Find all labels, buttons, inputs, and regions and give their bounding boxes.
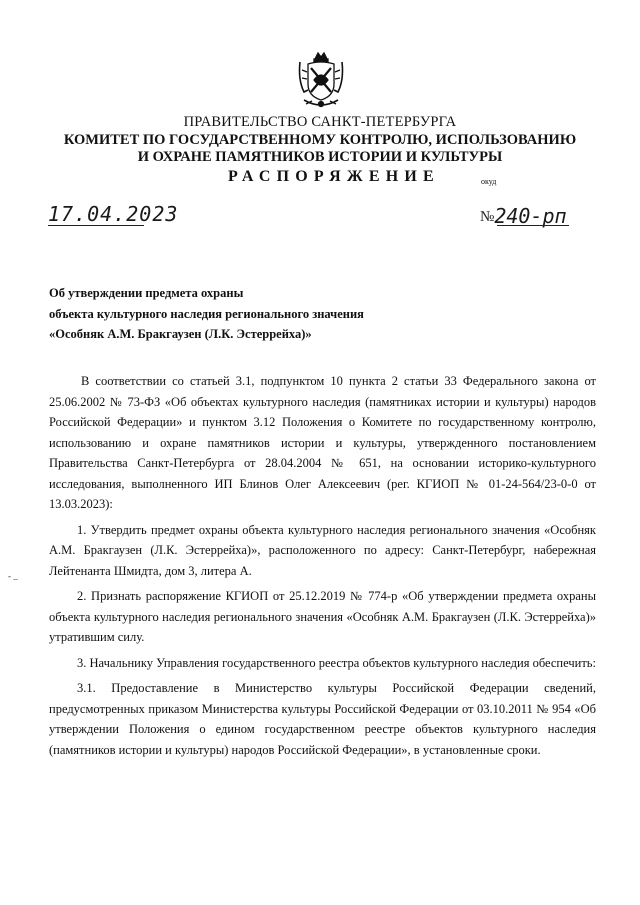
document-subject (49, 283, 364, 345)
document-body (49, 371, 596, 760)
committee-title-line2: И ОХРАНЕ ПАМЯТНИКОВ ИСТОРИИ И КУЛЬТУРЫ (137, 149, 503, 165)
subject-line1: Об утверждении предмета охраны (49, 286, 244, 300)
item-1-paragraph: 1. Утвердить предмет охраны объекта культурного наследия регионального значения «Особняк А.М. Бракгаузен (Л.К. Эстеррейха)», расположенного по адресу: Санкт-Петербург, набережная Лейтенанта Шмидта, дом 3, литера А. (49, 522, 596, 578)
date-underline (48, 225, 144, 226)
government-title: ПРАВИТЕЛЬСТВО САНКТ-ПЕТЕРБУРГА (183, 114, 457, 130)
number-underline (497, 225, 569, 226)
item-3-1-paragraph: 3.1. Предоставление в Министерство культуры Российской Федерации сведений, предусмотренных приказом Министерства культуры Российской Федерации от 03.10.2011 № 954 «Об утверждении Положения о едином государственном реестре объектов культурного наследия (памятников истории и культуры) народов Российской Федерации», в установленные сроки. (49, 681, 596, 757)
committee-title-line1: КОМИТЕТ ПО ГОСУДАРСТВЕННОМУ КОНТРОЛЮ, ИСПОЛЬЗОВАНИЮ (63, 132, 577, 148)
number-value: 240-рп (494, 204, 567, 228)
document-date: 17.04.2023 (48, 202, 179, 226)
coat-of-arms-emblem (296, 50, 346, 110)
number-sign: № (480, 209, 495, 225)
document-type: РАСПОРЯЖЕНИЕ (228, 168, 440, 185)
preamble-paragraph: В соответствии со статьей 3.1, подпунктом 10 пункта 2 статьи 33 Федерального закона от 25.06.2002 № 73-ФЗ «Об объектах культурного наследия (памятниках истории и культуры) народов Российской Федерации» и пунктом 3.12 Положения о Комитете по государственному контролю, использованию и охране памятников истории и культуры, утвержденного постановлением Правительства Санкт-Петербурга от 28.04.2004 № 651, на основании историко-культурного исследования, выполненного ИП Блинов Олег Алексеевич (рег. КГИОП № 01-24-564/23-0-0 от 13.03.2023): (49, 374, 596, 511)
margin-mark: - _ (8, 571, 18, 581)
okud-label: окуд (481, 177, 497, 186)
item-3-paragraph: 3. Начальнику Управления государственного реестра объектов культурного наследия обеспечить: (77, 655, 596, 670)
item-2-paragraph: 2. Признать распоряжение КГИОП от 25.12.2019 № 774-р «Об утверждении предмета охраны объекта культурного наследия регионального значения «Особняк А.М. Бракгаузен (Л.К. Эстеррейха)» утратившим силу. (49, 589, 596, 644)
committee-title (0, 132, 640, 166)
subject-line2: объекта культурного наследия регионального значения (49, 306, 364, 321)
subject-line3: «Особняк А.М. Бракгаузен (Л.К. Эстеррейха)» (49, 327, 312, 341)
